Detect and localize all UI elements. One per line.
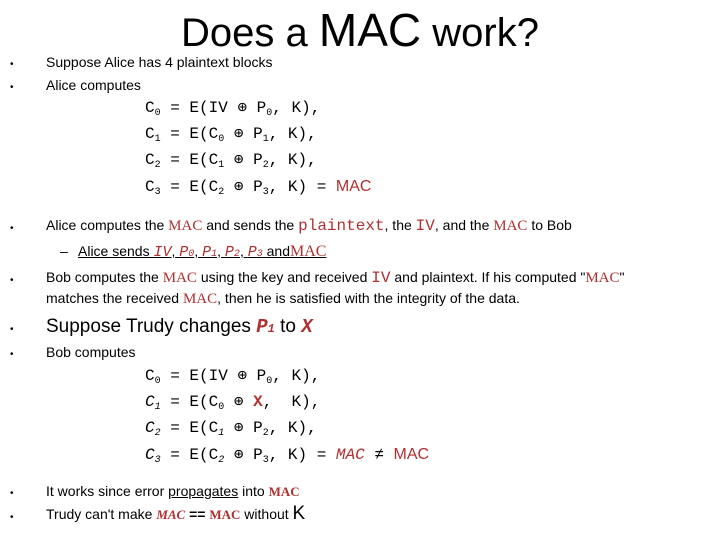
bullet-plaintext-blocks: Suppose Alice has 4 plaintext blocks: [46, 54, 273, 70]
mac-result: MAC: [335, 178, 372, 195]
title-text-1: Does a: [181, 11, 308, 55]
bullet-dot: •: [10, 82, 14, 93]
alice-equation-0: $C_0 = E(IV$ ⊕ $P_0$, K),: [145, 99, 321, 119]
bullet-dot: •: [10, 275, 14, 286]
title-text-2: work?: [432, 11, 539, 55]
bullet-dot: •: [10, 59, 14, 70]
bullet-dot: •: [10, 349, 14, 360]
sub-bullet-dash: –: [60, 243, 68, 259]
bob-equation-0: $C_0 = E(IV$ ⊕ $P_0$, K),: [145, 367, 321, 387]
bullet-alice-computes: Alice computes: [46, 77, 141, 93]
bullet-dot: •: [10, 512, 14, 523]
bullet-bob-computes-mac-line2: matches the received MAC, then he is satisfied with the integrity of the data.: [46, 290, 520, 307]
bullet-trudy-cannot: Trudy can't make MAC == MAC without K: [46, 503, 306, 524]
slide-title: [0, 6, 720, 57]
bullet-bob-computes: Bob computes: [46, 344, 136, 360]
bullet-trudy-changes: Suppose Trudy changes P1 to X: [46, 316, 313, 338]
bob-equation-1: $C_1 = E(C_0$ ⊕ X, K),: [145, 393, 321, 413]
mac-received: MAC: [393, 446, 430, 463]
title-text-mac: MAC: [318, 4, 422, 56]
bob-equation-3: $C_3 = E(C_2$ ⊕ $P_3$, K) = MAC ≠ MAC: [145, 446, 430, 466]
bullet-dot: •: [10, 324, 14, 335]
sub-bullet-alice-sends: Alice sends IV, P0, P1, P2, P3 andMAC: [78, 243, 327, 261]
bullet-dot: •: [10, 223, 14, 234]
alice-equation-3: $C_3 = E(C_2$ ⊕ $P_3$, K) = MAC: [145, 178, 372, 198]
alice-equation-1: $C_1 = E(C_0$ ⊕ $P_1$, K),: [145, 125, 317, 145]
bullet-alice-sends: Alice computes the MAC and sends the plaintext, the IV, and the MAC to Bob: [46, 217, 572, 235]
bullet-bob-computes-mac-line1: Bob computes the MAC using the key and received IV and plaintext. If his computed "MAC": [46, 269, 625, 287]
mac-computed: MAC: [335, 446, 365, 464]
alice-equation-2: $C_2 = E(C_1$ ⊕ $P_2$, K),: [145, 151, 317, 171]
bullet-error-propagates: It works since error propagates into MAC: [46, 483, 300, 499]
bullet-dot: •: [10, 488, 14, 499]
bob-equation-2: $C_2 = E(C_1$ ⊕ $P_2$, K),: [145, 419, 317, 439]
